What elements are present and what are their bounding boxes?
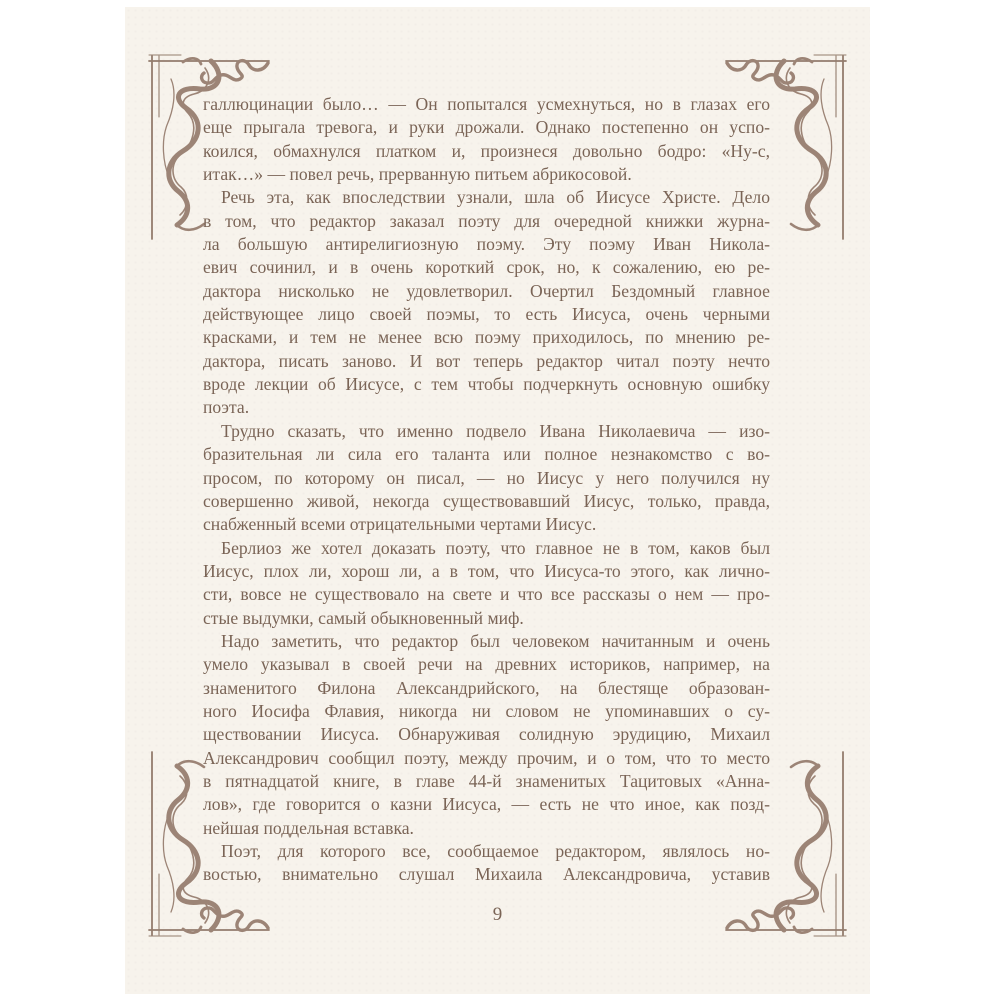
text-line: галлюцинации было… — Он попытался усмехнуться, но в глазах его	[203, 94, 770, 114]
text-line: в том, что редактор заказал поэту для очередной книжки журна-	[203, 210, 770, 231]
text-line: Александрович сообщил поэту, между прочим, и о том, что то место	[203, 747, 770, 768]
text-line: Поэт, для которого все, сообщаемое редактором, являлось но-	[221, 841, 770, 861]
text-line: поэта.	[203, 397, 250, 418]
text-line: вроде лекции об Иисусе, с тем чтобы подчеркнуть основную ошибку	[203, 374, 770, 395]
book-page	[125, 7, 870, 994]
text-line: Надо заметить, что редактор был человеком начитанным и очень	[221, 630, 770, 651]
text-line: коился, обмахнулся платком и, произнеся довольно бодро: «Ну-с,	[203, 140, 770, 161]
text-line: евич сочинил, и в очень короткий срок, но, к сожалению, ею ре-	[203, 257, 770, 278]
text-line: в пятнадцатой книге, в главе 44-й знаменитых Тацитовых «Анна-	[203, 770, 770, 791]
text-line: снабженный всеми отрицательными чертами Иисус.	[203, 514, 597, 535]
text-line: востью, внимательно слушал Михаила Александровича, уставив	[203, 864, 770, 885]
text-line: нейшая поддельная вставка.	[203, 817, 414, 838]
paragraph	[203, 840, 770, 887]
page-number: 9	[492, 904, 503, 925]
text-line: дактора, писать заново. И вот теперь редактор читал поэту нечто	[203, 350, 770, 371]
text-line: еще прыгала тревога, и руки дрожали. Однако постепенно он успо-	[203, 117, 770, 138]
text-line: стые выдумки, самый обыкновенный миф.	[203, 607, 524, 628]
text-line: просом, по которому он писал, — но Иисус у него получился ну	[203, 467, 770, 488]
text-line: Берлиоз же хотел доказать поэту, что главное не в том, каков был	[221, 537, 770, 558]
paragraph	[203, 420, 770, 537]
text-line: дактора нисколько не удовлетворил. Очертил Бездомный главное	[203, 280, 770, 301]
text-line: Речь эта, как впоследствии узнали, шла об Иисусе Христе. Дело	[221, 187, 770, 208]
paragraph	[203, 537, 770, 630]
text-line: лов», где говорится о казни Иисуса, — есть не что иное, как позд-	[203, 794, 770, 815]
text-line: Трудно сказать, что именно подвело Ивана Николаевича — изо-	[221, 420, 770, 441]
text-line: Иисус, плох ли, хорош ли, а в том, что Иисуса-то этого, как лично-	[203, 560, 770, 581]
paragraph	[203, 186, 770, 419]
text-line: бразительная ли сила его таланта или полное незнакомство с во-	[203, 444, 770, 465]
text-line: красками, и тем не менее всю поэму приходилось, по мнению ре-	[203, 327, 770, 348]
text-line: знаменитого Филона Александрийского, на блестяще образован-	[203, 677, 770, 698]
paragraph	[203, 630, 770, 840]
text-line: совершенно живой, некогда существовавший Иисус, только, правда,	[203, 490, 770, 511]
paragraph	[203, 93, 770, 186]
body-text	[203, 93, 770, 887]
text-line: ществовании Иисуса. Обнаруживая солидную эрудицию, Михаил	[203, 724, 770, 745]
text-line: умело указывал в своей речи на древних историков, например, на	[203, 654, 770, 675]
text-line: действующее лицо своей поэмы, то есть Иисуса, очень черными	[203, 304, 770, 325]
text-line: ла большую антирелигиозную поэму. Эту поэму Иван Никола-	[203, 234, 770, 255]
text-line: итак…» — повел речь, прерванную питьем абрикосовой.	[203, 164, 632, 185]
text-line: ного Иосифа Флавия, никогда ни словом не упоминавших о су-	[203, 700, 770, 721]
text-line: сти, вовсе не существовало на свете и что все рассказы о нем — про-	[203, 584, 770, 605]
